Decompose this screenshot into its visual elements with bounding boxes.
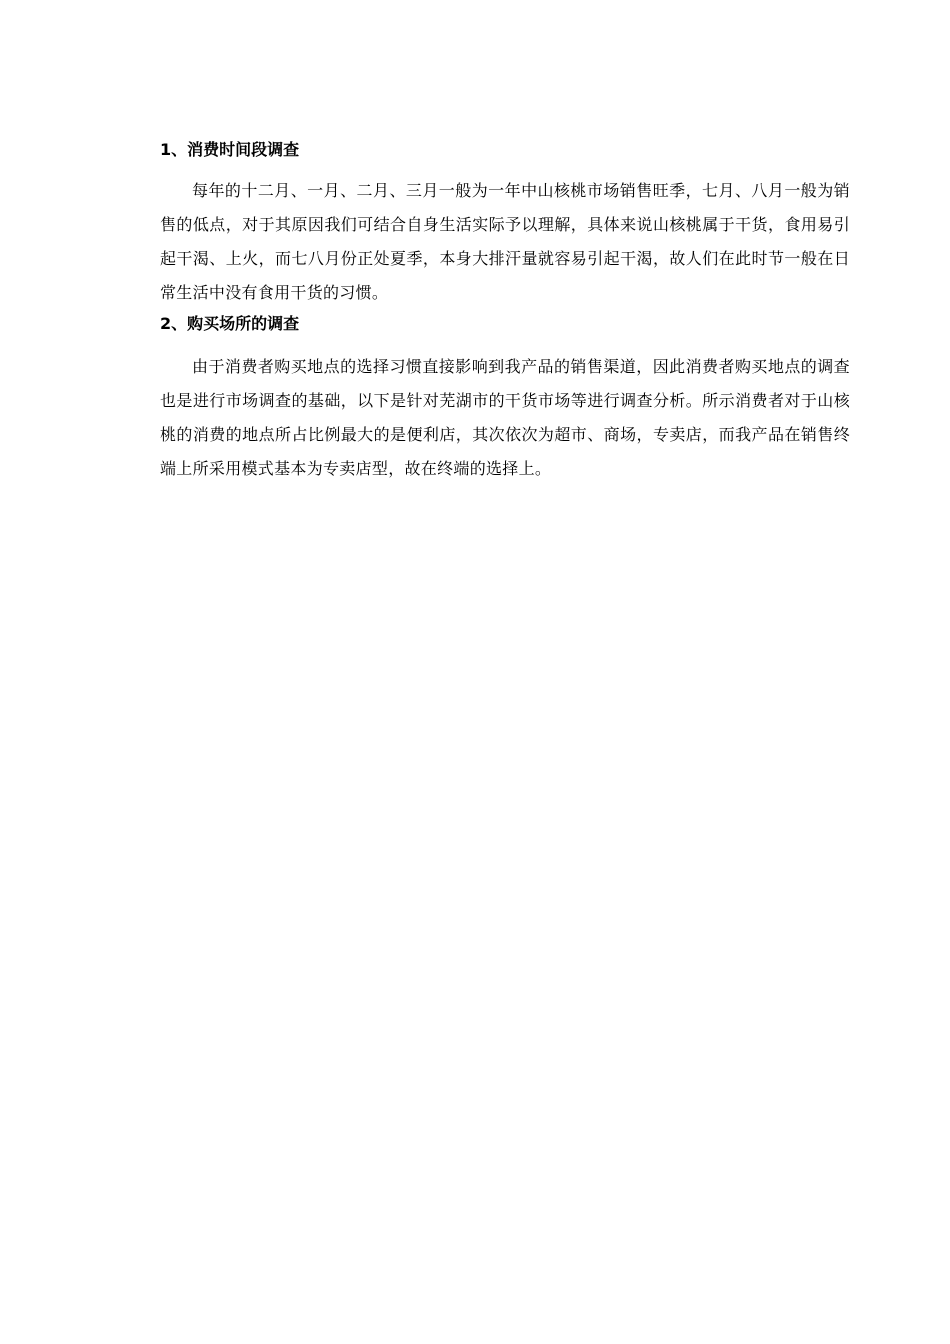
section-1-paragraph: 每年的十二月、一月、二月、三月一般为一年中山核桃市场销售旺季，七月、八月一般为销售的低点，对于其原因我们可结合自身生活实际予以理解，具体来说山核桃属于干货，食用易引起干渴、上火，而七八月份正处夏季，本身大排汗量就容易引起干渴，故人们在此时节一般在日常生活中没有食用干货的习惯。 <box>160 181 850 302</box>
document-body <box>160 136 850 486</box>
section-2-paragraph: 由于消费者购买地点的选择习惯直接影响到我产品的销售渠道，因此消费者购买地点的调查也是进行市场调查的基础，以下是针对芜湖市的干货市场等进行调查分析。所示消费者对于山核桃的消费的地点所占比例最大的是便利店，其次依次为超市、商场，专卖店，而我产品在销售终端上所采用模式基本为专卖店型，故在终端的选择上。 <box>160 357 850 478</box>
section-1-heading: 1、消费时间段调查 <box>160 140 300 159</box>
section-2-heading: 2、购买场所的调查 <box>160 314 300 333</box>
